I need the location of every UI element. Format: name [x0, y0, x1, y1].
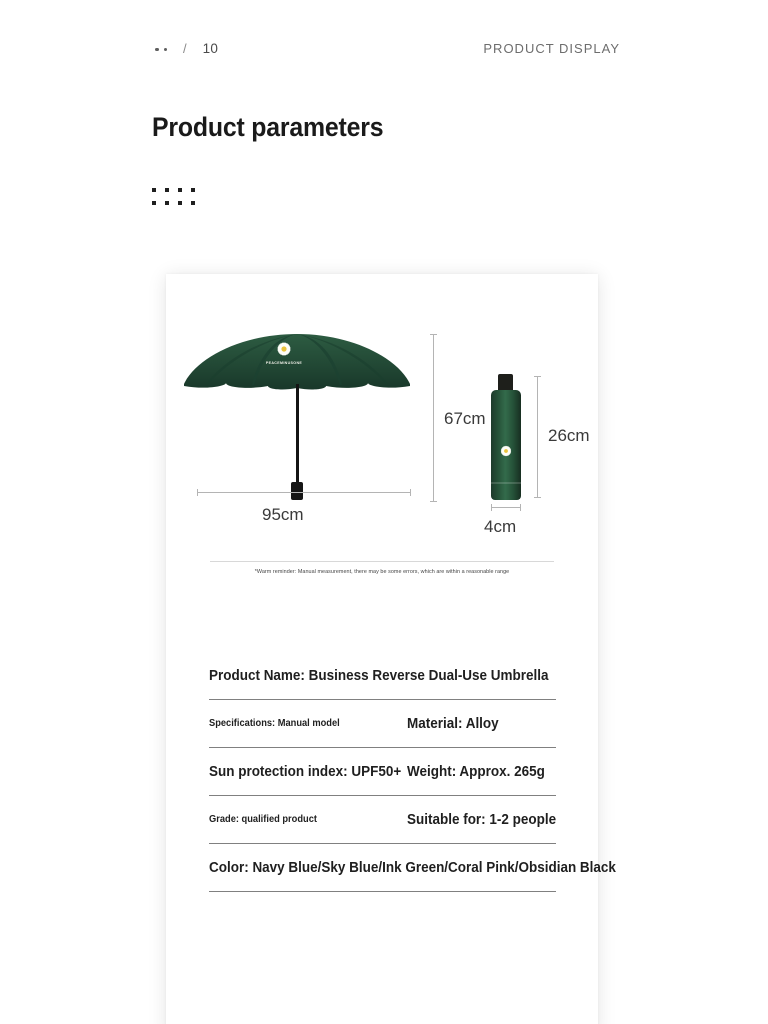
folded-umbrella-illustration — [491, 374, 521, 500]
table-row — [209, 652, 556, 700]
spec-product-name: Product Name: Business Reverse Dual-Use Umbrella — [209, 667, 549, 684]
folded-umbrella-seam — [491, 482, 521, 484]
pager-separator: / — [183, 40, 187, 56]
spec-grade: Grade: qualified product — [209, 814, 317, 825]
dimension-line-canopy-width — [197, 492, 411, 493]
table-row — [209, 700, 556, 748]
product-dimension-diagram — [166, 274, 598, 546]
measurement-disclaimer: *Warm reminder: Manual measurement, there may be some errors, which are within a reasonable range — [254, 569, 510, 575]
canopy-brand-text: PEACEMINUSONE — [265, 361, 303, 365]
dimension-label-canopy-width: 95cm — [262, 505, 304, 524]
spec-color: Color: Navy Blue/Sky Blue/Ink Green/Coral Pink/Obsidian Black — [209, 859, 616, 876]
page-title: Product parameters — [152, 112, 384, 142]
table-row — [209, 796, 556, 844]
spec-material: Material: Alloy — [407, 715, 499, 732]
spec-specifications: Specifications: Manual model — [209, 718, 340, 729]
dimension-line-folded-length — [537, 376, 538, 498]
dimension-label-folded-length: 26cm — [548, 426, 590, 445]
daisy-logo-icon — [266, 338, 302, 362]
umbrella-shaft — [296, 384, 299, 492]
umbrella-handle — [291, 482, 303, 500]
pager-total-pages: 10 — [202, 40, 219, 56]
spec-suitable-for: Suitable for: 1-2 people — [407, 811, 557, 828]
product-spec-card — [166, 274, 616, 1024]
section-label: PRODUCT DISPLAY — [483, 40, 620, 56]
page-topbar — [0, 34, 768, 62]
folded-daisy-logo-icon — [497, 442, 515, 460]
table-row — [209, 844, 616, 892]
dimension-line-open-length — [433, 334, 434, 502]
dimension-label-folded-width: 4cm — [484, 517, 517, 536]
spec-weight: Weight: Approx. 265g — [407, 763, 545, 780]
table-row — [209, 748, 556, 796]
note-divider — [210, 561, 554, 562]
specification-table — [209, 652, 616, 892]
open-umbrella-illustration — [182, 334, 412, 502]
page-dots-icon — [155, 45, 167, 52]
decorative-dot-grid-icon — [152, 188, 195, 205]
spec-sun-protection: Sun protection index: UPF50+ — [209, 763, 402, 780]
dimension-label-open-length: 67cm — [444, 409, 486, 428]
page-indicator — [155, 34, 218, 62]
dimension-line-folded-width — [491, 507, 521, 508]
